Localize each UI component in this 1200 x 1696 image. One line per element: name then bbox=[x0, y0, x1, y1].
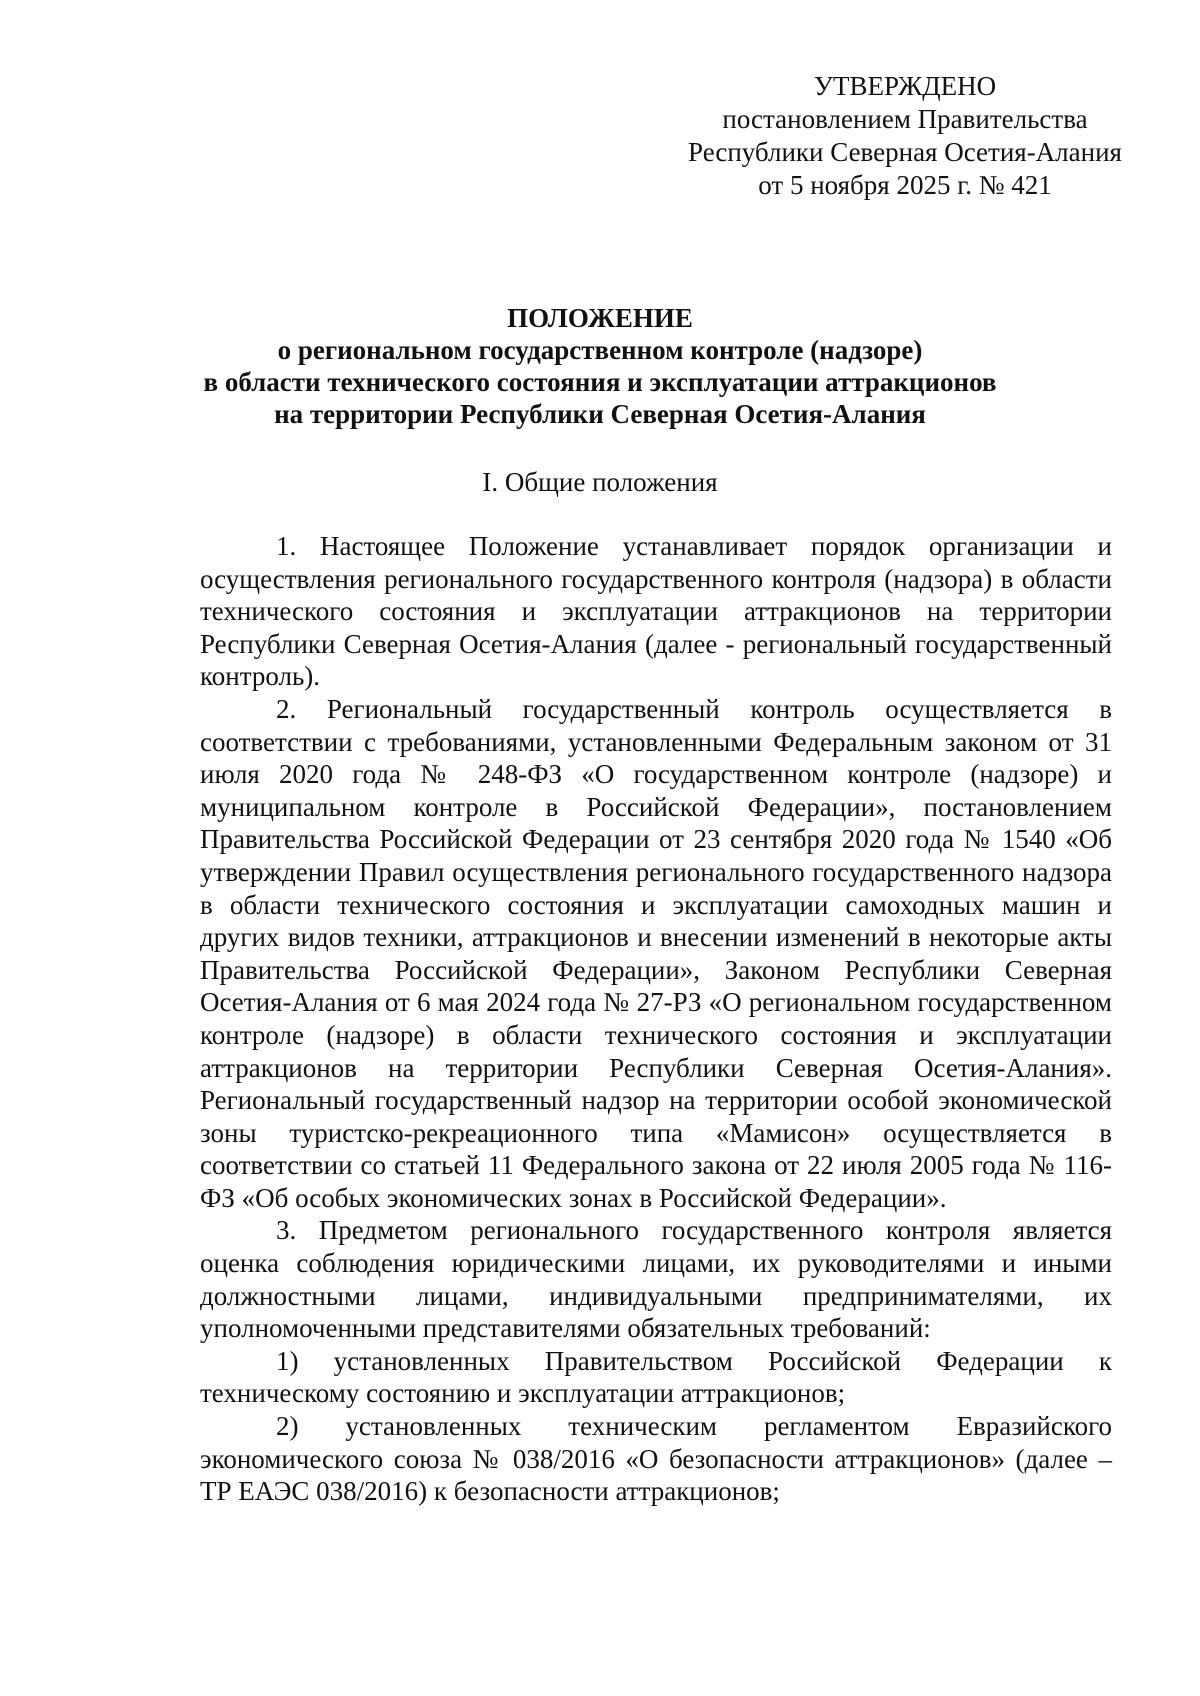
title-line-3: в области технического состояния и эксплуатации аттракционов bbox=[203, 367, 997, 397]
approval-stamp-block bbox=[670, 70, 1140, 202]
approval-line-date-number: от 5 ноября 2025 г. № 421 bbox=[758, 170, 1052, 200]
paragraph-2: 2. Региональный государственный контроль осуществляется в соответствии с требованиями, установленными Федеральным законом от 31 июля 2020 года № 248-ФЗ «О государственном контроле (надзоре) и муниципальном контроле в Российской Федерации», постановлением Правительства Российской Федерации от 23 сентября 2020 года № 1540 «Об утверждении Правил осуществления регионального государственного надзора в области технического состояния и эксплуатации самоходных машин и других видов техники, аттракционов и внесении изменений в некоторые акты Правительства Российской Федерации», Законом Республики Северная Осетия-Алания от 6 мая 2024 года № 27-РЗ «О региональном государственном контроле (надзоре) в области технического состояния и эксплуатации аттракционов на территории Республики Северная Осетия-Алания». Региональный государственный надзор на территории особой экономической зоны туристско-рекреационного типа «Мамисон» осуществляется в соответствии со статьей 11 Федерального закона от 22 июля 2005 года № 116-ФЗ «Об особых экономических зонах в Российской Федерации». bbox=[200, 693, 1112, 1213]
document-body bbox=[200, 530, 1112, 1508]
title-line-1: ПОЛОЖЕНИЕ bbox=[507, 303, 693, 333]
paragraph-3-item-1: 1) установленных Правительством Российской Федерации к техническому состоянию и эксплуатации аттракционов; bbox=[200, 1345, 1112, 1409]
paragraph-3-item-2: 2) установленных техническим регламентом Евразийского экономического союза № 038/2016 «О безопасности аттракционов» (далее – ТР ЕАЭС 038/2016) к безопасности аттракционов; bbox=[200, 1411, 1112, 1507]
section-heading: I. Общие положения bbox=[482, 467, 718, 497]
approval-line-decree: постановлением Правительства bbox=[722, 104, 1088, 134]
title-line-2: о региональном государственном контроле (надзоре) bbox=[277, 335, 923, 365]
title-line-4: на территории Республики Северная Осетия-Алания bbox=[274, 399, 926, 429]
paragraph-3: 3. Предметом регионального государственного контроля является оценка соблюдения юридическими лицами, их руководителями и иными должностными лицами, индивидуальными предпринимателями, их уполномоченными представителями обязательных требований: bbox=[200, 1215, 1112, 1344]
approval-line-approved: УТВЕРЖДЕНО bbox=[813, 71, 997, 101]
approval-line-republic: Республики Северная Осетия-Алания bbox=[688, 137, 1122, 167]
paragraph-1: 1. Настоящее Положение устанавливает порядок организации и осуществления регионального государственного контроля (надзора) в области технического состояния и эксплуатации аттракционов на территории Республики Северная Осетия-Алания (далее - региональный государственный контроль). bbox=[200, 531, 1112, 692]
document-title bbox=[150, 302, 1050, 430]
